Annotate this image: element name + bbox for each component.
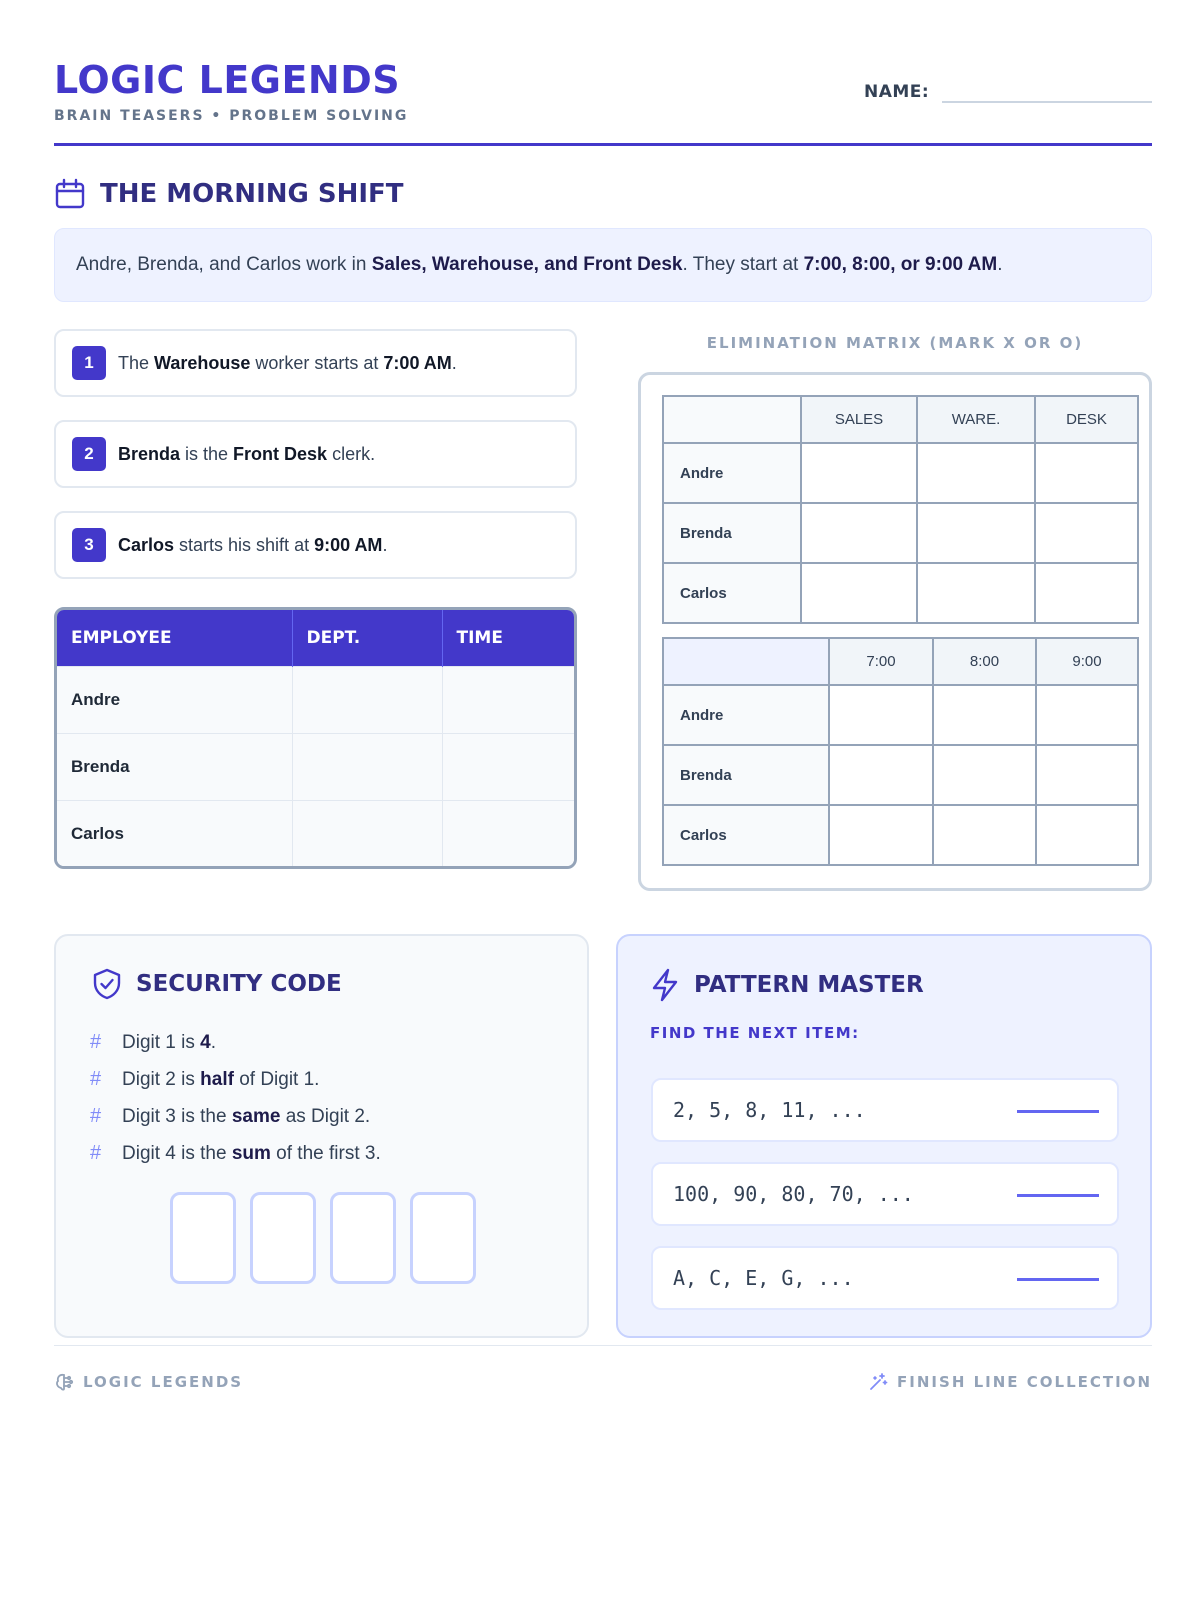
employee-name: Brenda — [57, 733, 292, 800]
matrix-row — [663, 685, 1138, 745]
matrix-row-label: Carlos — [663, 563, 801, 623]
sequence-text: A, C, E, G, ... — [673, 1266, 854, 1290]
clue-text: Brenda is the Front Desk clerk. — [118, 443, 376, 464]
puzzle-title: THE MORNING SHIFT — [100, 179, 404, 209]
table-row — [57, 666, 574, 733]
sequence-text: 2, 5, 8, 11, ... — [673, 1098, 866, 1122]
clue-text: Carlos starts his shift at 9:00 AM. — [118, 534, 388, 555]
time-answer-cell[interactable] — [442, 666, 574, 733]
pattern-title: PATTERN MASTER — [694, 972, 924, 998]
pattern-master-card — [616, 934, 1152, 1338]
table-row — [57, 733, 574, 800]
dept-matrix — [662, 395, 1139, 624]
answer-line[interactable] — [1017, 1110, 1099, 1113]
clue-number: 1 — [72, 346, 106, 380]
brain-icon — [54, 1372, 74, 1392]
matrix-row — [663, 805, 1138, 865]
matrix-column-header: SALES — [801, 396, 917, 443]
matrix-cell[interactable] — [1036, 745, 1138, 805]
digit-box[interactable] — [170, 1192, 236, 1284]
answer-line[interactable] — [1017, 1278, 1099, 1281]
clue-card — [54, 420, 577, 488]
hash-icon: # — [90, 1105, 102, 1127]
matrix-row — [663, 563, 1138, 623]
security-code-card — [54, 934, 589, 1338]
pattern-heading — [650, 968, 924, 1002]
matrix-cell[interactable] — [1036, 805, 1138, 865]
clue-card — [54, 329, 577, 397]
matrix-cell[interactable] — [933, 805, 1036, 865]
sequence-row — [651, 1162, 1119, 1226]
hash-icon: # — [90, 1031, 102, 1053]
matrix-cell[interactable] — [1035, 503, 1138, 563]
rule-text: Digit 3 is the same as Digit 2. — [122, 1105, 371, 1127]
clue-card — [54, 511, 577, 579]
matrix-cell[interactable] — [801, 503, 917, 563]
footer-collection — [868, 1372, 1152, 1392]
clue-number: 3 — [72, 528, 106, 562]
footer-brand — [54, 1372, 243, 1392]
list-item — [90, 1024, 381, 1061]
matrix-row — [663, 745, 1138, 805]
matrix-corner — [663, 396, 801, 443]
intro-text: Andre, Brenda, and Carlos work in Sales, Warehouse, and Front Desk. They start at 7:00, 8:00, or 9:00 AM. — [76, 254, 1003, 275]
list-item — [90, 1135, 381, 1172]
matrix-cell[interactable] — [933, 685, 1036, 745]
column-header: EMPLOYEE — [57, 610, 292, 666]
answer-header-row — [57, 610, 574, 666]
digit-box[interactable] — [330, 1192, 396, 1284]
elimination-matrix — [638, 372, 1152, 891]
matrix-cell[interactable] — [917, 503, 1035, 563]
answer-table — [54, 607, 577, 869]
table-row — [57, 800, 574, 867]
dept-answer-cell[interactable] — [292, 733, 442, 800]
matrix-row-label: Brenda — [663, 745, 829, 805]
matrix-row-label: Carlos — [663, 805, 829, 865]
rule-text: Digit 2 is half of Digit 1. — [122, 1068, 320, 1090]
matrix-cell[interactable] — [1035, 443, 1138, 503]
matrix-header-row — [663, 396, 1138, 443]
matrix-cell[interactable] — [801, 563, 917, 623]
list-item — [90, 1098, 381, 1135]
dept-answer-cell[interactable] — [292, 800, 442, 867]
matrix-cell[interactable] — [1036, 685, 1138, 745]
rule-text: Digit 4 is the sum of the first 3. — [122, 1142, 381, 1164]
brand-title: LOGIC LEGENDS — [54, 58, 401, 102]
column-header: DEPT. — [292, 610, 442, 666]
list-item — [90, 1061, 381, 1098]
matrix-corner — [663, 638, 829, 685]
code-digit-boxes — [170, 1192, 476, 1284]
footer-divider — [54, 1345, 1152, 1346]
time-answer-cell[interactable] — [442, 800, 574, 867]
matrix-cell[interactable] — [1035, 563, 1138, 623]
matrix-column-header: DESK — [1035, 396, 1138, 443]
puzzle-heading — [54, 178, 404, 210]
puzzle-intro — [54, 228, 1152, 302]
security-rules — [90, 1024, 381, 1172]
sparkle-icon — [868, 1372, 888, 1392]
digit-box[interactable] — [250, 1192, 316, 1284]
matrix-label: ELIMINATION MATRIX (MARK X OR O) — [706, 334, 1084, 352]
worksheet-page — [54, 0, 1152, 1600]
name-field[interactable] — [942, 101, 1152, 103]
matrix-cell[interactable] — [829, 805, 933, 865]
hash-icon: # — [90, 1068, 102, 1090]
time-answer-cell[interactable] — [442, 733, 574, 800]
matrix-row-label: Andre — [663, 685, 829, 745]
matrix-row — [663, 503, 1138, 563]
footer-left-text: LOGIC LEGENDS — [83, 1373, 244, 1391]
clue-text: The Warehouse worker starts at 7:00 AM. — [118, 352, 457, 373]
find-next-label: FIND THE NEXT ITEM: — [650, 1024, 860, 1042]
employee-name: Andre — [57, 666, 292, 733]
time-matrix — [662, 637, 1139, 866]
matrix-row-label: Andre — [663, 443, 801, 503]
matrix-cell[interactable] — [917, 443, 1035, 503]
matrix-column-header: 9:00 — [1036, 638, 1138, 685]
matrix-cell[interactable] — [933, 745, 1036, 805]
lightning-icon — [650, 968, 680, 1002]
digit-box[interactable] — [410, 1192, 476, 1284]
dept-answer-cell[interactable] — [292, 666, 442, 733]
shield-check-icon — [92, 968, 122, 1000]
matrix-cell[interactable] — [917, 563, 1035, 623]
matrix-cell[interactable] — [829, 685, 933, 745]
matrix-column-header: 8:00 — [933, 638, 1036, 685]
sequence-row — [651, 1246, 1119, 1310]
footer-right-text: FINISH LINE COLLECTION — [897, 1373, 1152, 1391]
header-divider — [54, 143, 1152, 146]
matrix-row-label: Brenda — [663, 503, 801, 563]
column-header: TIME — [442, 610, 574, 666]
rule-text: Digit 1 is 4. — [122, 1031, 216, 1053]
matrix-column-header: 7:00 — [829, 638, 933, 685]
hash-icon: # — [90, 1142, 102, 1164]
calendar-icon — [54, 178, 86, 210]
answer-line[interactable] — [1017, 1194, 1099, 1197]
security-heading — [92, 968, 342, 1000]
name-label: NAME: — [864, 82, 930, 102]
matrix-cell[interactable] — [829, 745, 933, 805]
brand-subtitle: BRAIN TEASERS • PROBLEM SOLVING — [54, 108, 409, 124]
matrix-header-row — [663, 638, 1138, 685]
employee-name: Carlos — [57, 800, 292, 867]
security-title: SECURITY CODE — [136, 971, 342, 997]
matrix-column-header: WARE. — [917, 396, 1035, 443]
clue-number: 2 — [72, 437, 106, 471]
matrix-cell[interactable] — [801, 443, 917, 503]
matrix-row — [663, 443, 1138, 503]
sequence-row — [651, 1078, 1119, 1142]
sequence-text: 100, 90, 80, 70, ... — [673, 1182, 914, 1206]
